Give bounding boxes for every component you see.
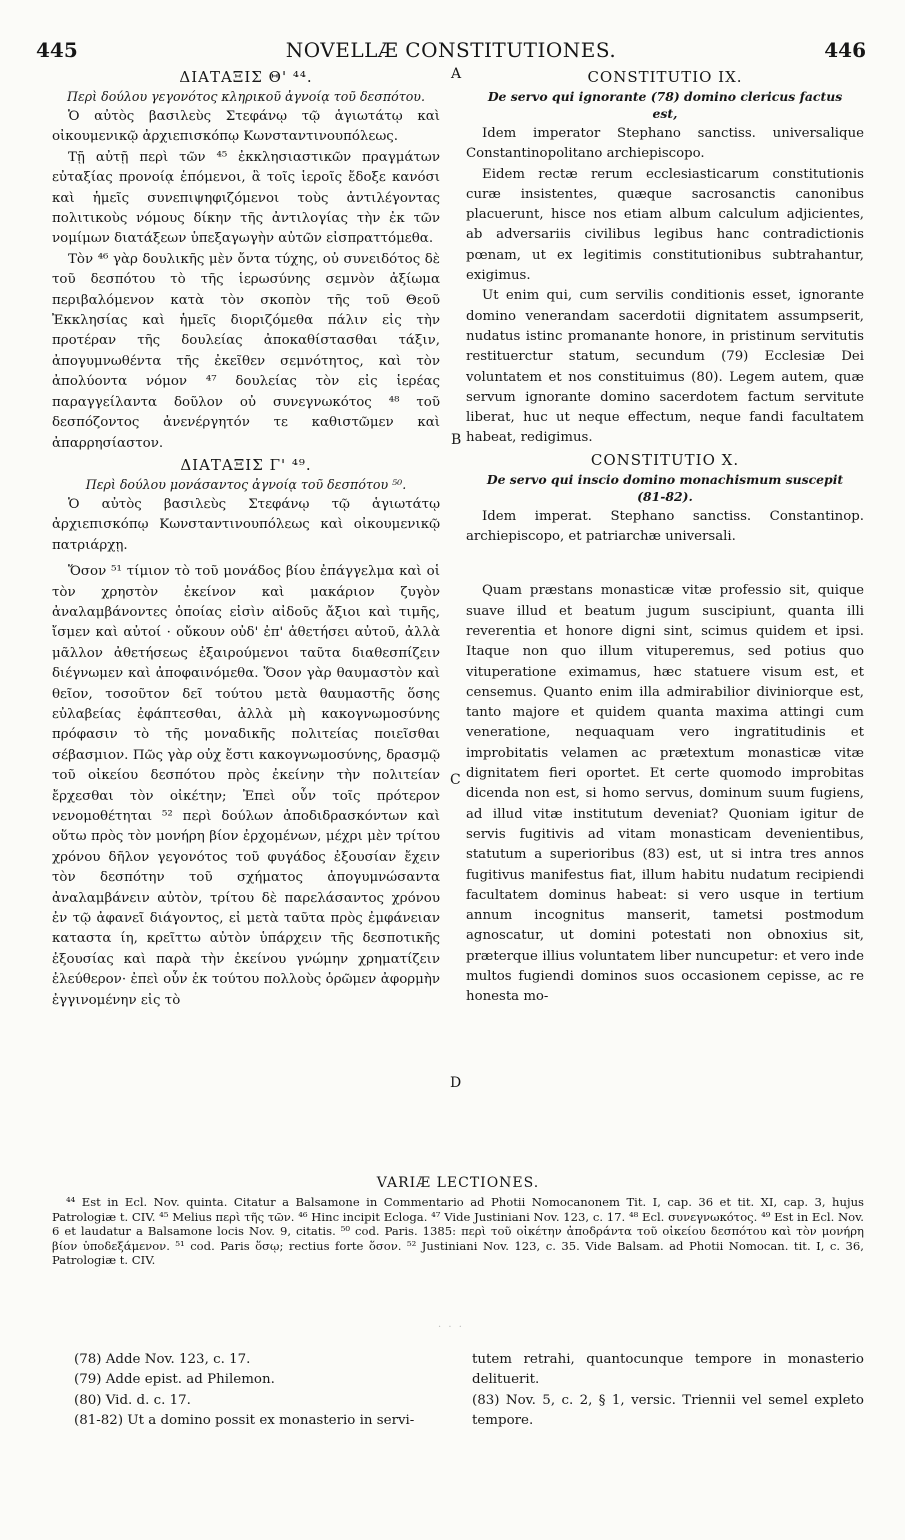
greek-constitution-heading-10: ΔΙΑΤΑΞΙΣ Γ' ⁴⁹. [180, 455, 312, 474]
greek-column [52, 66, 440, 1166]
greek-paragraph-1: Τῇ αὐτῇ περὶ τῶν ⁴⁵ ἐκκλησιαστικῶν πραγμάτων εὐταξίας προνοίᾳ ἑπόμενοι, ἃ τοῖς ἱεροῖς ἔδοξε κανόσι καὶ ἡμεῖς συνεπιψηφιζόμενοι τοὺς ἀντιλέγοντας πολιτικοὺς νόμους δίκην τῆς ἀντιλογίας τὴν ἐκ τῶν νομίμων διατάξεων ὑπεξαγωγὴν αὐτῶν εἰσπραττόμεθα. [52, 149, 440, 247]
running-title: NOVELLÆ CONSTITUTIONES. [285, 38, 617, 62]
variae-lectiones [52, 1175, 864, 1268]
latin-address-9: Idem imperator Stephano sanctiss. universalique Constantinopolitano archiepiscopo. [466, 126, 864, 162]
footnote-78: (78) Adde Nov. 123, c. 17. [74, 1352, 251, 1367]
latin-constitution-subtitle-9: De servo qui ignorante (78) domino clericus factus est, [487, 89, 843, 121]
latin-paragraph-2: Ut enim qui, cum servilis conditionis esset, ignorante domino venerandam sacerdotii dignitatem assumpserit, nudatus istinc promanante honore, in pristinum servitutis restituerctur statum, secundum (79) Ecclesiæ Dei voluntatem et nos constituimus (80). Legem autem, quæ servum ignorante domino sacerdotem factum servitute liberat, huc ut neque effectum, neque fandi facultatem habeat, redigimus. [466, 288, 864, 446]
footnote-81-82: (81-82) Ut a domino possit ex monasterio in servi- [74, 1413, 415, 1429]
greek-paragraph-3: Ὅσον ⁵¹ τίμιον τὸ τοῦ μονάδος βίου ἐπάγγελμα καὶ οἱ τὸν χρηστὸν ἐκείνον καὶ μακάριον ζυγὸν ἀναλαμβάνοντες ὁποίας εἰσὶν αἰδοῦς ἄξιοι καὶ τιμῆς, ἴσμεν καὶ αὐτοί · οὔκουν οὐδ' ἐπ' ἀθετήσει αὐτοῦ, ἀλλὰ μᾶλλον ἀθετήσεως ἐξαιρούμενοι ταῦτα διαθεσπίζειν διέγνωμεν καὶ ἀποφαινόμεθα. Ὅσον γὰρ θαυμαστὸν καὶ θεῖον, τοσοῦτον δεῖ τούτου μετὰ θαυμαστῆς ὅσης εὐλαβείας ἐφάπτεσθαι, ἀλλὰ μὴ κακογνωμοσύνης πρόφασιν τὸ τῆς μοναδικῆς πολιτείας ποιεῖσθαι σέβασμιον. Πῶς γὰρ οὐχ ἔστι κακογνωμοσύνης, δρασμῷ τοῦ οἰκείου δεσπότου πρὸς ἐκείνην τὴν πολιτείαν ἔρχεσθαι τὸν οἰκέτην; Ἐπεὶ οὖν τοῖς πρότερον νενομοθέτηται ⁵² περὶ δούλων ἀποδιδρασκόντων καὶ οὕτω πρὸς τὸν μονήρη βίον ἐρχομένων, μέχρι μὲν τρίτου χρόνου δῆλον γεγονότος τοῦ φυγάδος ἐξουσίαν ἔχειν τὸν δεσπότην τοῦ σχήματος ἀπογυμνώσαντα ἀναλαμβάνειν αὐτὸν, τρίτου δὲ παρελάσαντος χρόνου ἐν τῷ ἀφανεῖ διάγοντος, εἰ μετὰ ταῦτα πρὸς ἐμφάνειαν καταστα ίη, κρεῖττω αὐτὸν ὑπάρχειν τῆς δεσποτικῆς ἐξουσίας καὶ παρὰ τὴν ἐκείνου γνώμην χρηματίζειν ἐλεύθερον· ἐπεὶ οὖν ἐκ τούτου πολλοὺς ὁρῶμεν ἀφορμὴν ἐγγινομένην εἰς τὸ [52, 564, 440, 1008]
greek-constitution-heading-9: ΔΙΑΤΑΞΙΣ Θ' ⁴⁴. [179, 68, 313, 86]
footnote-80: (80) Vid. d. c. 17. [74, 1392, 191, 1408]
latin-constitution-heading-10: CONSTITUTIO X. [590, 450, 740, 469]
greek-paragraph-2: Τὸν ⁴⁶ γὰρ δουλικῆς μὲν ὄντα τύχης, οὐ συνειδότος δὲ τοῦ δεσπότου τὸ τῆς ἱερωσύνης σεμνὸν ἀξίωμα περιβαλόμενον κατὰ τὸν σκοπὸν τῆς τοῦ Θεοῦ Ἐκκλησίας καὶ ἡμεῖς διοριζόμεθα πάλιν εἰς τὴν προτέραν τῆς δουλείας ἀποκαθίστασθαι τάξιν, ἀπογυμνωθέντα τῆς ἐκεῖθεν σεμνότητος, καὶ τὸν ἀπολύοντα νόμον ⁴⁷ δουλείας τὸν εἰς ἱερέας παραγγείλαντα δοῦλον οὐ συνεγνωκότος ⁴⁸ τοῦ δεσπόζοντος ἀνενέργητόν τε καθιστῶμεν καὶ ἀπαρρησίαστον. [52, 251, 440, 451]
page-number-left: 445 [36, 38, 78, 62]
margin-letter-a: A [451, 66, 462, 82]
latin-address-10: Idem imperat. Stephano sanctiss. Constantinop. archiepiscopo, et patriarchæ universali. [466, 508, 864, 545]
footnotes-right [472, 1350, 864, 1432]
faint-stamp-mark: · · · [438, 1322, 464, 1333]
greek-constitution-subtitle-10: Περὶ δούλου μονάσαντος ἀγνοίᾳ τοῦ δεσπότου ⁵⁰. [85, 476, 407, 492]
latin-constitution-subtitle-10: De servo qui inscio domino monachismum suscepit (81-82). [486, 471, 844, 504]
running-head [36, 38, 866, 64]
footnote-83: (83) Nov. 5, c. 2, § 1, versic. Triennii vel semel expleto tempore. [472, 1392, 864, 1429]
margin-letter-b: B [451, 432, 462, 448]
page-number-right: 446 [824, 38, 866, 62]
greek-address-10: Ὁ αὐτὸς βασιλεὺς Στεφάνῳ τῷ ἁγιωτάτῳ ἀρχιεπισκόπῳ Κωνσταντινουπόλεως καὶ οἰκουμενικῷ πατριάρχῃ. [52, 496, 440, 553]
greek-constitution-subtitle-9: Περὶ δούλου γεγονότος κληρικοῦ ἀγνοίᾳ τοῦ δεσπότου. [67, 89, 425, 104]
latin-column [466, 66, 864, 1166]
latin-constitution-heading-9: CONSTITUTIO IX. [587, 68, 743, 86]
variae-lectiones-heading: VARIÆ LECTIONES. [376, 1175, 540, 1191]
margin-letter-d: D [450, 1075, 462, 1091]
latin-paragraph-3: Quam præstans monasticæ vitæ professio sit, quique suave illud et beatum jugum suscipiunt, quanta illi reverentia et honore digni sint, scimus quidem et ipsi. Itaque non quo illum vituperemus, sed potius quo vituperatione eximamus, hæc statuere visum est, et censemus. Quanto enim illa admirabilior diviniorque est, tanto majore et quidem quanta maxima attingi cum veneratione, nequaquam vero ingratitudinis et improbitatis velamen ac prætextum monasticæ vitæ dignitatem fieri oportet. Et certe quomodo improbitas dicenda non est, si homo servus, dominum suum fugiens, ad illud vitæ institutum deveniat? Quoniam igitur de servis fugitivis ad vitam monasticam devenientibus, statutum a superioribus (83) est, ut si intra tres annos fugitivus manifestus fiat, illum habitu nudatum recipiendi facultatem dominus habeat: si vero usque in tertium annum incognitus manserit, tametsi postmodum agnoscatur, ut domini potestati non obnoxius sit, præterque illius voluntatem liber nuncupetur: et vero inde multos fugiendi dominos suos occasionem cepisse, ac re honesta mo- [466, 583, 864, 1005]
footnotes-left [58, 1350, 458, 1432]
footnote-81-82-continued: tutem retrahi, quantocunque tempore in monasterio delituerit. [472, 1352, 864, 1388]
variae-lectiones-text: ⁴⁴ Est in Ecl. Nov. quinta. Citatur a Balsamone in Commentario ad Photii Nomocanonem Tit. I, cap. 36 et tit. XI, cap. 3, hujus Patrologiæ t. CIV. ⁴⁵ Melius περὶ τῆς τῶν. ⁴⁶ Hinc incipit Ecloga. ⁴⁷ Vide Justiniani Nov. 123, c. 17. ⁴⁸ Ecl. συνεγνωκότος. ⁴⁹ Est in Ecl. Nov. 6 et laudatur a Balsamone locis Nov. 9, citatis. ⁵⁰ cod. Paris. 1385: περὶ τοῦ οἰκέτην ἀποδράντα τοῦ οἰκείου δεσπότου καὶ τὸν μονήρη βίον ὑποδεξάμενον. ⁵¹ cod. Paris ὅσῳ; rectius forte ὅσον. ⁵² Justiniani Nov. 123, c. 35. Vide Balsam. ad Photii Nomocan. tit. I, c. 36, Patrologiæ t. CIV. [52, 1195, 864, 1268]
latin-paragraph-1: Eidem rectæ rerum ecclesiasticarum constitutionis curæ insistentes, quæque sacrosanctis canonibus placuerunt, hisce nos etiam album calculum adjicientes, ab adversariis civilibus legibus hanc contradictionis pœnam, ut ex legitimis constitutionibus subtrahantur, exigimus. [466, 166, 864, 284]
footnote-79: (79) Adde epist. ad Philemon. [74, 1372, 275, 1388]
margin-letter-c: C [450, 772, 461, 788]
greek-address-9: Ὁ αὐτὸς βασιλεὺς Στεφάνῳ τῷ ἁγιωτάτῳ καὶ οἰκουμενικῷ ἀρχιεπισκόπῳ Κωνσταντινουπόλεως. [52, 109, 440, 145]
